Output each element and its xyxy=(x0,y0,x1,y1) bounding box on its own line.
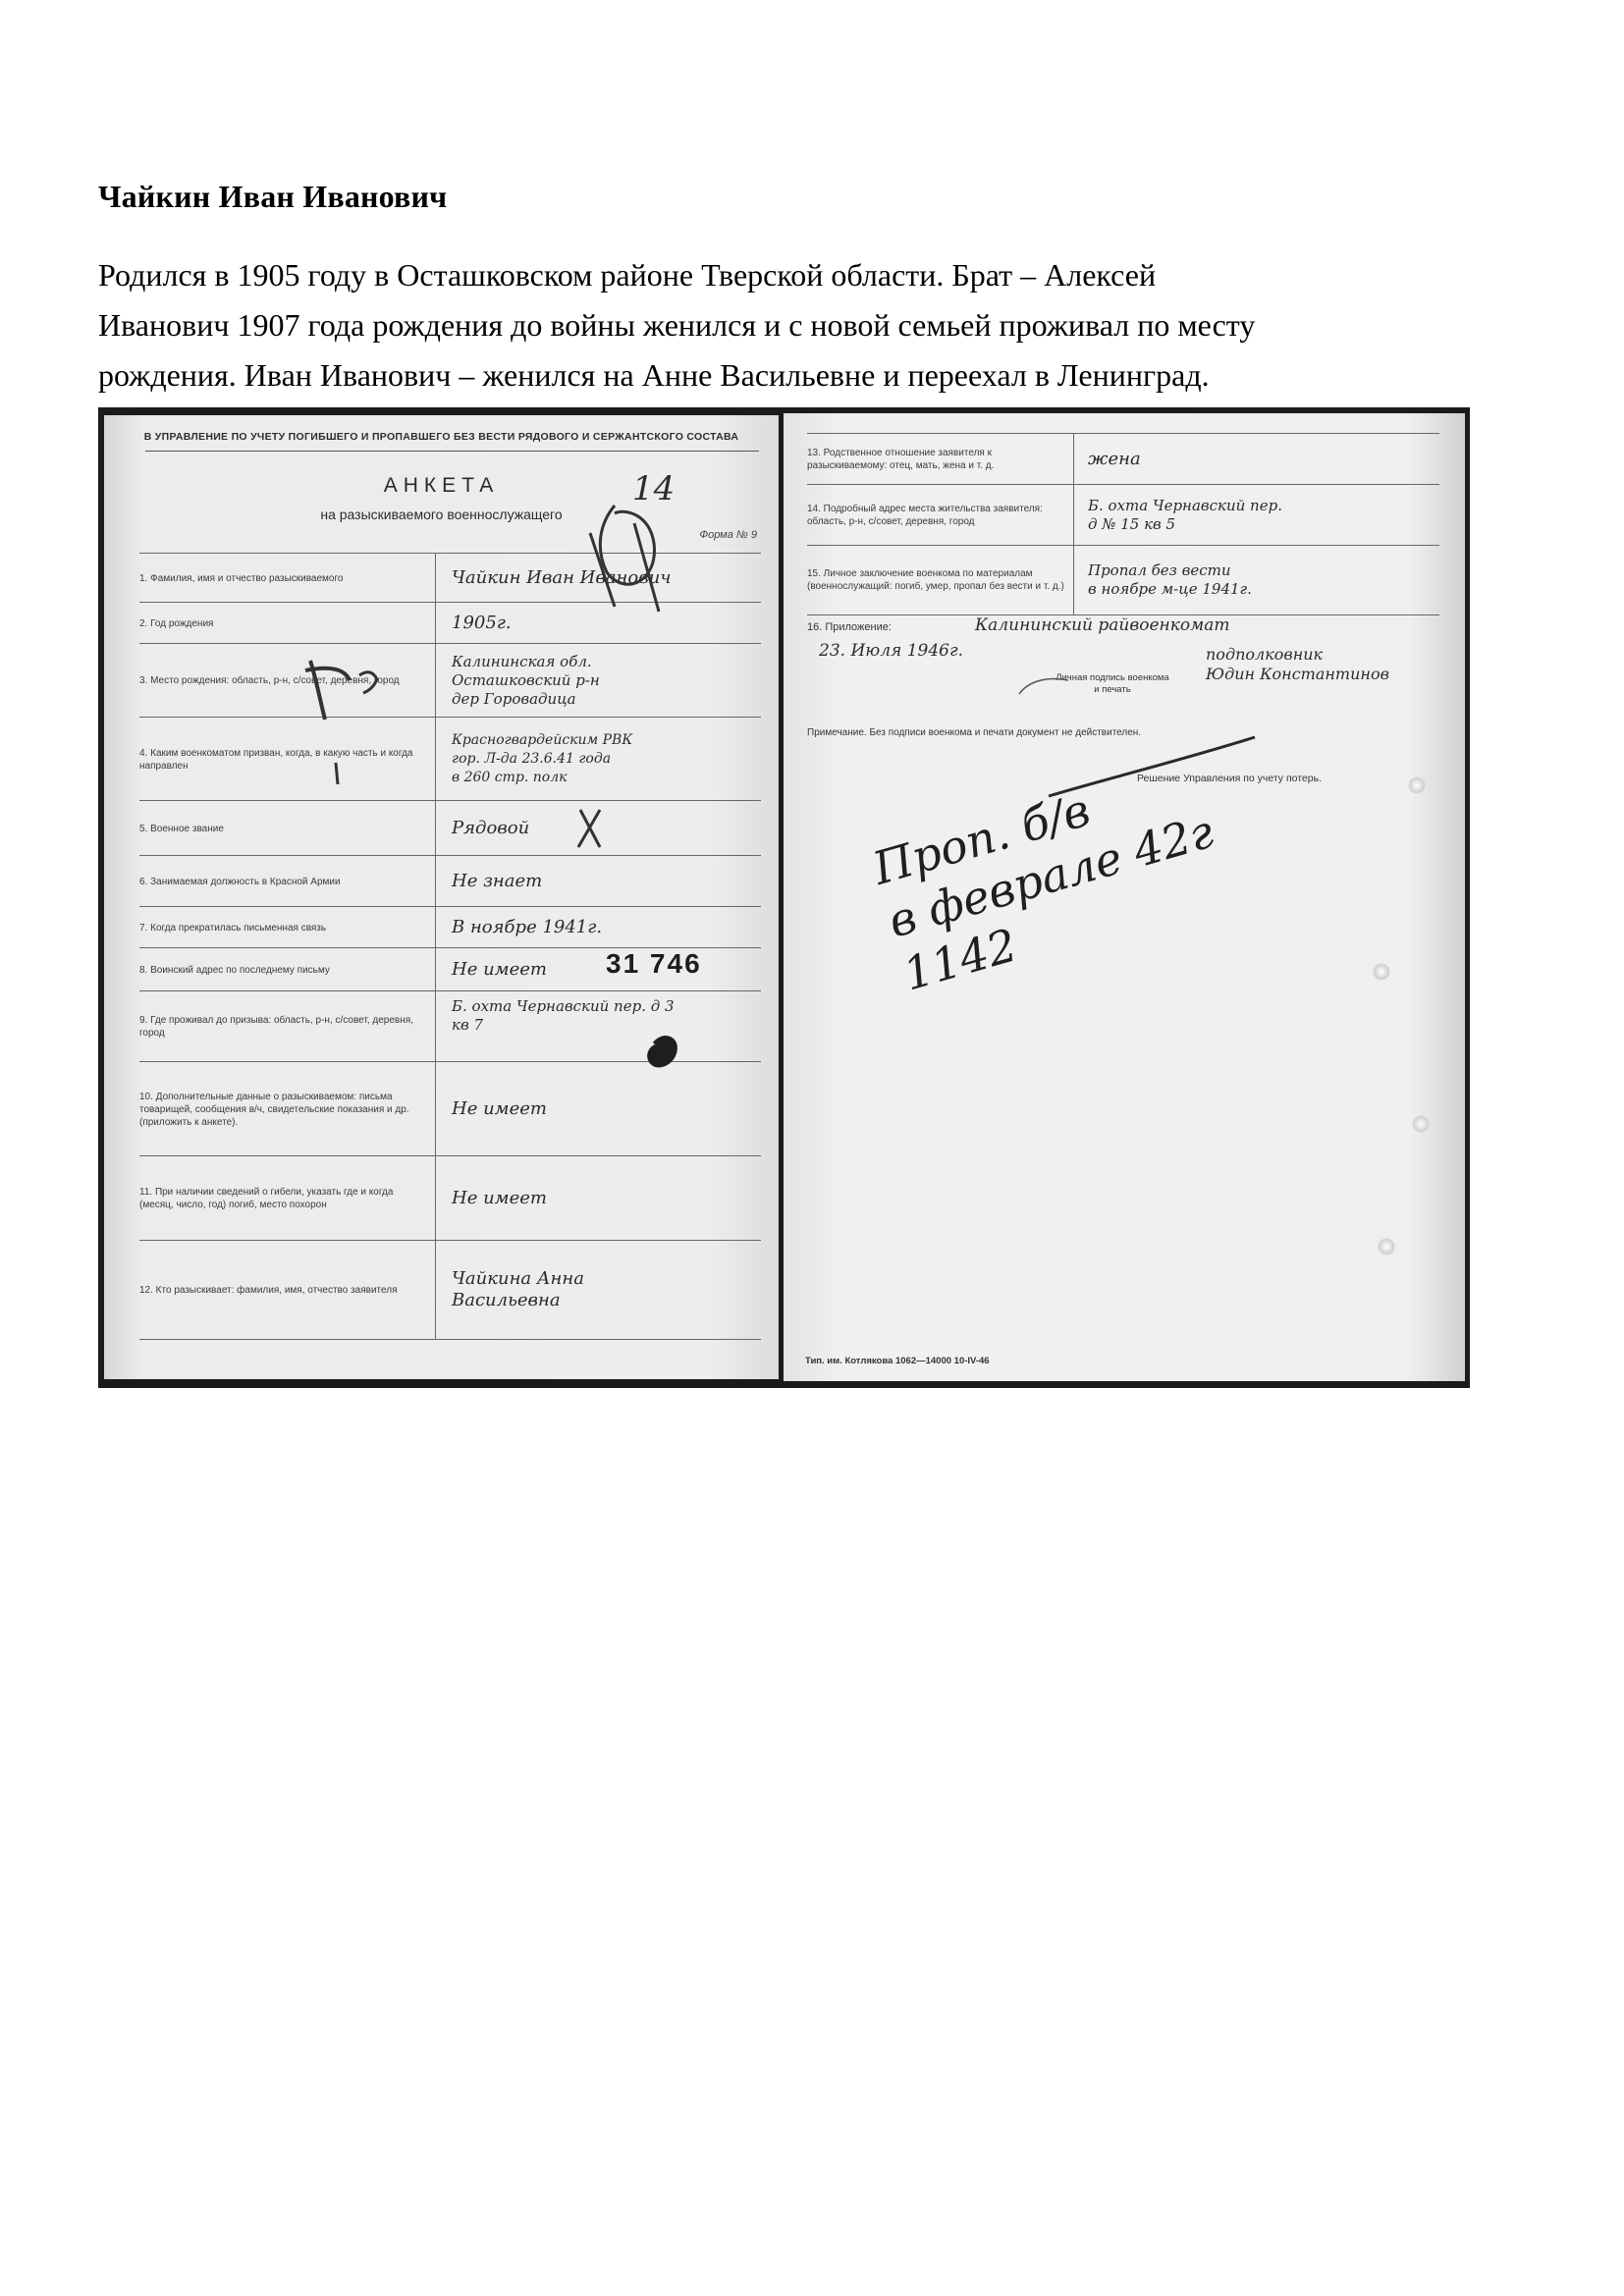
attachment-value: Калининский райвоенкомат xyxy=(975,615,1230,635)
row-label: 12. Кто разыскивает: фамилия, имя, отчество заявителя xyxy=(139,1241,436,1339)
row-label: 13. Родственное отношение заявителя к разыскиваемому: отец, мать, жена и т. д. xyxy=(807,434,1074,485)
bio-line: рождения. Иван Иванович – женился на Анне Васильевне и переехал в Ленинград. xyxy=(98,357,1210,393)
decision-label: Решение Управления по учету потерь. xyxy=(1137,773,1323,784)
signature-caption: Личная подпись военкома и печать xyxy=(1056,672,1169,695)
row-value: Пропал без вести в ноябре м-це 1941г. xyxy=(1088,561,1252,598)
form-subtitle: на разыскиваемого военнослужащего xyxy=(320,507,563,522)
form-note: Примечание. Без подписи военкома и печати документ не действителен. xyxy=(807,727,1142,738)
printer-imprint: Тип. им. Котлякова 1062—14000 10-IV-46 xyxy=(805,1356,990,1366)
biography-paragraph xyxy=(98,250,1571,400)
row-label: 1. Фамилия, имя и отчество разыскиваемого xyxy=(139,554,436,603)
form-right-page xyxy=(784,413,1465,1381)
pencil-stroke xyxy=(634,523,659,612)
form-header: В УПРАВЛЕНИЕ ПО УЧЕТУ ПОГИБШЕГО И ПРОПАВШЕГО БЕЗ ВЕСТИ РЯДОВОГО И СЕРЖАНТСКОГО СОСТАВА xyxy=(143,431,739,443)
row-value: Не имеет xyxy=(452,1188,547,1208)
paper-wear xyxy=(1412,1115,1430,1133)
form-left-page xyxy=(104,415,779,1379)
row-label: 10. Дополнительные данные о разыскиваемом: письма товарищей, сообщения в/ч, свидетельские показания и др. (приложить к анкете). xyxy=(139,1062,436,1156)
row-label: 8. Воинский адрес по последнему письму xyxy=(139,948,436,991)
row-label: 4. Каким военкоматом призван, когда, в какую часть и когда направлен xyxy=(139,718,436,801)
paper-wear xyxy=(1378,1238,1395,1255)
signature-handwritten: подполковник Юдин Константинов xyxy=(1206,645,1389,683)
page-title: Чайкин Иван Иванович xyxy=(98,179,448,214)
stamp-number: 31 746 xyxy=(606,948,702,979)
row-label: 9. Где проживал до призыва: область, р-н, с/совет, деревня, город xyxy=(139,991,436,1062)
pencil-mark xyxy=(359,672,377,693)
underline-stroke xyxy=(1049,737,1255,796)
attachment-label: 16. Приложение: xyxy=(807,621,892,633)
row-value: Чайкин Иван Иванович xyxy=(452,567,672,588)
row-value: Рядовой xyxy=(452,818,530,838)
bio-line: Иванович 1907 года рождения до войны женился и с новой семьей проживал по месту xyxy=(98,307,1256,343)
row-label: 6. Занимаемая должность в Красной Армии xyxy=(139,856,436,907)
row-value: Не имеет xyxy=(452,959,547,980)
pencil-mark xyxy=(305,661,350,720)
cross-mark xyxy=(578,810,600,847)
form-number: Форма № 9 xyxy=(699,529,757,541)
row-label: 7. Когда прекратилась письменная связь xyxy=(139,907,436,948)
row-value: Красногвардейским РВК гор. Л-да 23.6.41 года в 260 стр. полк xyxy=(452,732,633,785)
row-value: Калининская обл. Осташковский р-н дер Горовадица xyxy=(452,653,600,708)
row-value: Не знает xyxy=(452,871,543,891)
row-value: Б. охта Чернавский пер. д 3 кв 7 xyxy=(452,997,675,1034)
row-label: 14. Подробный адрес места жительства заявителя: область, р-н, с/совет, деревня, город xyxy=(807,485,1074,546)
stamp-arc xyxy=(1019,679,1068,694)
form-title: АНКЕТА xyxy=(383,474,500,497)
handwritten-number: 14 xyxy=(632,469,676,508)
row-label: 5. Военное звание xyxy=(139,801,436,856)
row-value: Не имеет xyxy=(452,1098,547,1119)
row-label: 2. Год рождения xyxy=(139,603,436,644)
row-label: 3. Место рождения: область, р-н, с/совет, деревня, город xyxy=(139,644,436,718)
ink-blot xyxy=(649,1038,677,1066)
pencil-stroke xyxy=(590,533,615,607)
paper-wear xyxy=(1373,963,1390,981)
scanned-form-image xyxy=(98,407,1470,1388)
row-value: Б. охта Чернавский пер. д № 15 кв 5 xyxy=(1088,497,1282,533)
handwritten-marks xyxy=(104,415,779,1379)
pencil-stroke xyxy=(336,763,338,784)
row-label: 15. Личное заключение военкома по материалам (военнослужащий: погиб, умер, пропал без вести и т. д.) xyxy=(807,546,1074,614)
date-handwritten: 23. Июля 1946г. xyxy=(819,641,963,661)
bio-line: Родился в 1905 году в Осташковском районе Тверской области. Брат – Алексей xyxy=(98,257,1157,293)
pencil-scribble xyxy=(600,506,654,584)
row-value: жена xyxy=(1088,449,1141,469)
row-value: Чайкина Анна Васильевна xyxy=(452,1268,584,1310)
paper-wear xyxy=(1408,776,1426,794)
row-value: В ноябре 1941г. xyxy=(452,917,603,937)
decision-handwritten: Проп. б/в в феврале 42г 1142 xyxy=(867,782,1219,1001)
row-label: 11. При наличии сведений о гибели, указать где и когда (месяц, число, год) погиб, место похорон xyxy=(139,1156,436,1241)
row-value: 1905г. xyxy=(452,613,512,633)
handwritten-marks xyxy=(784,413,1465,1381)
